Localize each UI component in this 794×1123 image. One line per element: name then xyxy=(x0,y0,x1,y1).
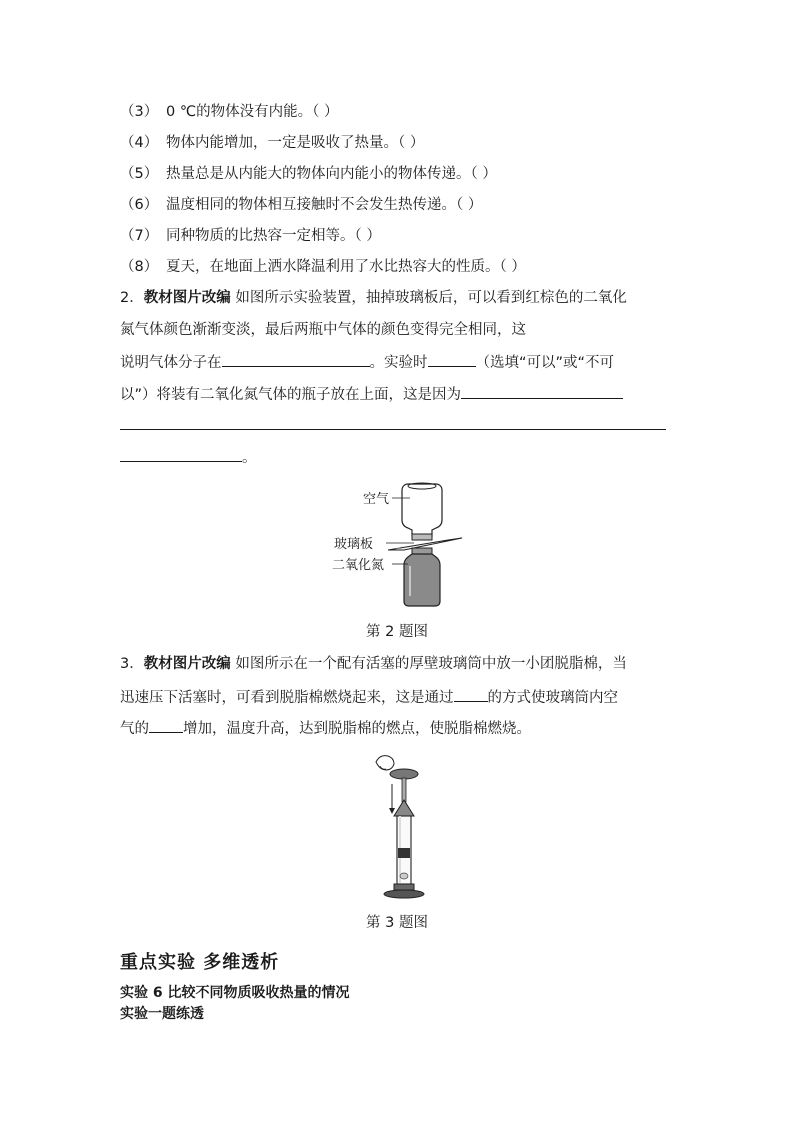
q3-line-3 xyxy=(120,717,531,739)
answer-blank[interactable] xyxy=(461,383,623,399)
item-7 xyxy=(120,226,381,246)
answer-blank[interactable] xyxy=(222,351,370,367)
item-number: （7） xyxy=(120,228,159,244)
figure-2 xyxy=(330,476,470,611)
q2-line-5 xyxy=(120,414,666,436)
label-no2: 二氧化氮 xyxy=(332,558,385,573)
q3-text-2b: 的方式使玻璃筒内空 xyxy=(487,690,618,706)
item-number: （8） xyxy=(120,259,159,275)
gas-diffusion-diagram xyxy=(330,476,470,611)
item-text: 物体内能增加，一定是吸收了热量。（ ） xyxy=(166,135,425,151)
figure-3 xyxy=(370,752,430,900)
item-text: 夏天，在地面上洒水降温利用了水比热容大的性质。（ ） xyxy=(166,259,526,275)
q2-number: 2． xyxy=(120,290,144,306)
experiment-title: 实验 6 比较不同物质吸收热量的情况 xyxy=(120,985,350,1001)
label-glass-plate: 玻璃板 xyxy=(334,537,374,552)
q3-text-2a: 迅速压下活塞时，可看到脱脂棉燃烧起来，这是通过 xyxy=(120,690,454,706)
item-4 xyxy=(120,133,424,153)
experiment-subtitle: 实验一题练透 xyxy=(120,1006,204,1022)
q3-text-3a: 气的 xyxy=(120,721,149,737)
label-air: 空气 xyxy=(363,492,390,507)
item-8 xyxy=(120,257,526,277)
item-text: 温度相同的物体相互接触时不会发生热传递。（ ） xyxy=(166,197,483,213)
item-text: 0 ℃的物体没有内能。（ ） xyxy=(166,104,339,120)
answer-blank[interactable] xyxy=(428,351,476,367)
item-5 xyxy=(120,164,497,184)
item-number: （4） xyxy=(120,135,159,151)
q2-text-2: 氮气体颜色渐渐变淡，最后两瓶中气体的颜色变得完全相同，这 xyxy=(120,322,526,338)
q3-text-3b: 增加，温度升高，达到脱脂棉的燃点，使脱脂棉燃烧。 xyxy=(183,721,531,737)
q2-line-1 xyxy=(120,288,627,308)
q2-text-3a: 说明气体分子在 xyxy=(120,355,222,371)
q2-text-6: 。 xyxy=(242,450,257,466)
answer-blank[interactable] xyxy=(120,414,666,430)
q2-text-4a: 以”）将装有二氧化氮气体的瓶子放在上面，这是因为 xyxy=(120,387,462,403)
item-text: 热量总是从内能大的物体向内能小的物体传递。（ ） xyxy=(166,166,497,182)
q2-line-4 xyxy=(120,383,623,405)
section-title: 重点实验 多维透析 xyxy=(120,952,280,973)
item-number: （3） xyxy=(120,104,159,120)
q3-line-2 xyxy=(120,686,618,708)
q2-line-3 xyxy=(120,351,614,373)
answer-blank[interactable] xyxy=(149,717,183,733)
figure-2-caption: 第 2 题图 xyxy=(366,624,428,640)
item-text: 同种物质的比热容一定相等。（ ） xyxy=(166,228,381,244)
answer-blank[interactable] xyxy=(454,686,488,702)
q3-number: 3． xyxy=(120,656,144,672)
q3-tag: 教材图片改编 xyxy=(143,656,231,672)
item-number: （6） xyxy=(120,197,159,213)
answer-blank[interactable] xyxy=(120,446,242,462)
q2-text-3b: 。实验时 xyxy=(369,355,428,371)
q2-text-3c: （选填“可以”或“不可 xyxy=(475,355,615,371)
item-number: （5） xyxy=(120,166,159,182)
item-6 xyxy=(120,195,482,215)
q2-line-6 xyxy=(120,446,257,468)
q3-text-1: 如图所示在一个配有活塞的厚壁玻璃筒中放一小团脱脂棉，当 xyxy=(230,656,627,672)
fire-syringe-diagram xyxy=(370,752,430,900)
q2-line-2 xyxy=(120,320,526,340)
q2-tag: 教材图片改编 xyxy=(143,290,231,306)
q3-line-1 xyxy=(120,654,627,674)
q2-text-1: 如图所示实验装置，抽掉玻璃板后，可以看到红棕色的二氧化 xyxy=(230,290,627,306)
item-3 xyxy=(120,102,338,122)
figure-3-caption: 第 3 题图 xyxy=(366,915,428,931)
